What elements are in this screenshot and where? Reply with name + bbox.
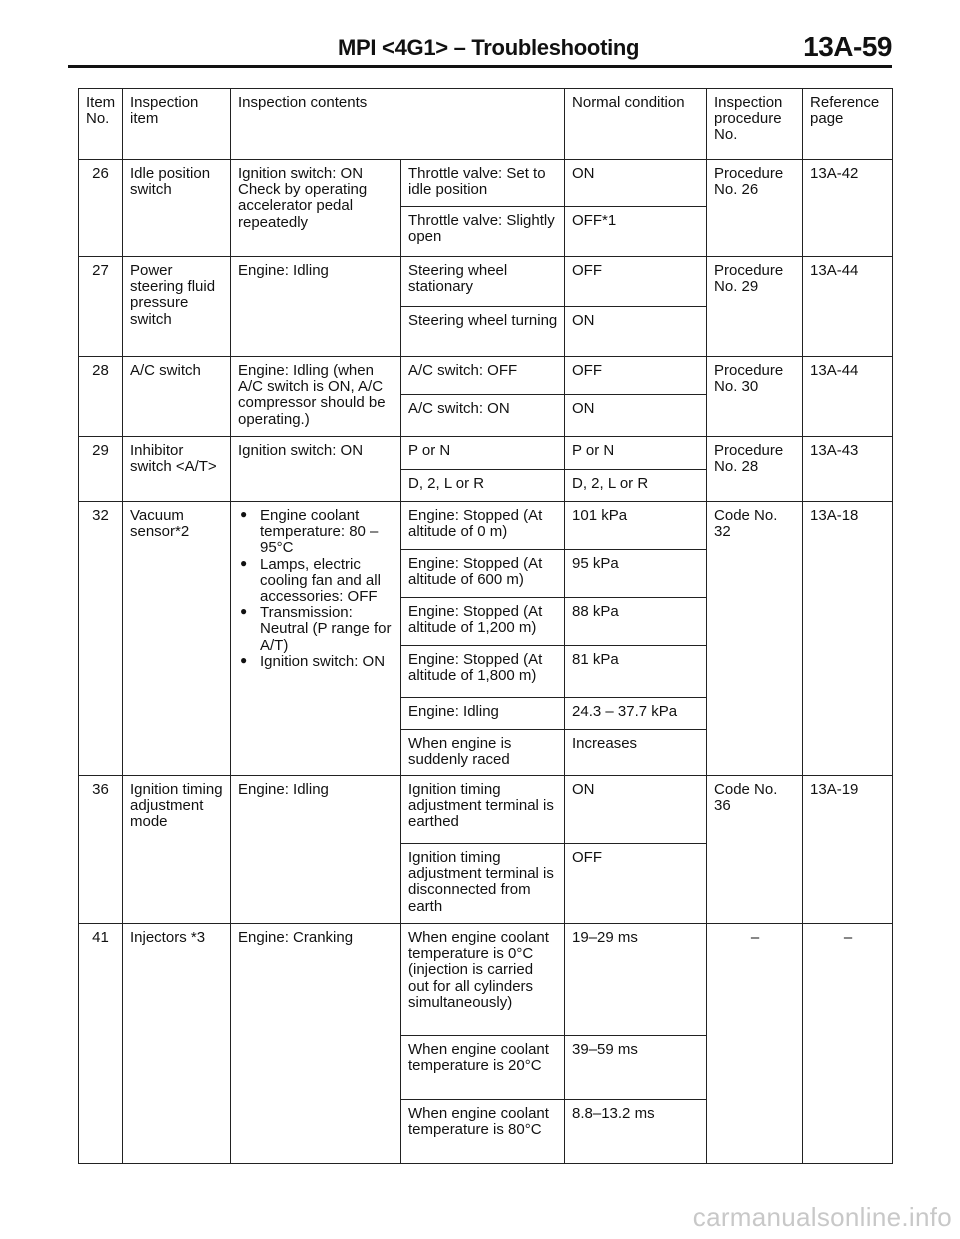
row-normal-condition: 39–59 ms xyxy=(565,1036,707,1100)
table-row xyxy=(79,357,893,395)
header-normal-condition: Normal condition xyxy=(565,89,707,160)
row-inspection-contents: Ignition switch: ON xyxy=(231,437,401,502)
row-inspection-item: Power steering fluid pressure switch xyxy=(123,257,231,357)
row-item-no: 26 xyxy=(79,160,123,257)
table-row xyxy=(79,924,893,1036)
row-item-no: 28 xyxy=(79,357,123,437)
row-sub-condition: Engine: Idling xyxy=(401,698,565,730)
list-item: ● Transmission: Neutral (P range for A/T) xyxy=(238,605,394,654)
row-sub-condition: Engine: Stopped (At altitude of 1,200 m) xyxy=(401,598,565,646)
row-normal-condition: OFF xyxy=(565,257,707,307)
row-inspection-item: Vacuum sensor*2 xyxy=(123,502,231,776)
row-sub-condition: A/C switch: ON xyxy=(401,395,565,437)
row-normal-condition: OFF xyxy=(565,844,707,924)
row-sub-condition: Steering wheel stationary xyxy=(401,257,565,307)
table-row xyxy=(79,437,893,470)
row-normal-condition: 88 kPa xyxy=(565,598,707,646)
row-normal-condition: ON xyxy=(565,395,707,437)
row-reference: 13A-44 xyxy=(803,257,893,357)
row-reference: 13A-18 xyxy=(803,502,893,776)
header-reference-page: Reference page xyxy=(803,89,893,160)
row-sub-condition: Throttle valve: Set to idle position xyxy=(401,160,565,207)
row-inspection-contents: Engine: Idling xyxy=(231,257,401,357)
row-reference: 13A-19 xyxy=(803,776,893,924)
row-sub-condition: P or N xyxy=(401,437,565,470)
row-normal-condition: OFF xyxy=(565,357,707,395)
row-normal-condition: 101 kPa xyxy=(565,502,707,550)
row-inspection-item: Inhibitor switch <A/T> xyxy=(123,437,231,502)
row-item-no: 32 xyxy=(79,502,123,776)
troubleshooting-table xyxy=(78,88,893,1164)
row-procedure: Procedure No. 30 xyxy=(707,357,803,437)
row-sub-condition: When engine coolant temperature is 20°C xyxy=(401,1036,565,1100)
row-sub-condition: A/C switch: OFF xyxy=(401,357,565,395)
row-normal-condition: ON xyxy=(565,776,707,844)
row-inspection-contents xyxy=(231,502,401,776)
row-reference: – xyxy=(803,924,893,1164)
row-sub-condition: Engine: Stopped (At altitude of 600 m) xyxy=(401,550,565,598)
table-row xyxy=(79,776,893,844)
row-normal-condition: 19–29 ms xyxy=(565,924,707,1036)
header-procedure-no: Inspection procedure No. xyxy=(707,89,803,160)
row-normal-condition: 24.3 – 37.7 kPa xyxy=(565,698,707,730)
row-procedure: Procedure No. 26 xyxy=(707,160,803,257)
row-inspection-contents: Engine: Cranking xyxy=(231,924,401,1164)
row-sub-condition: When engine coolant temperature is 80°C xyxy=(401,1100,565,1164)
row-item-no: 36 xyxy=(79,776,123,924)
table-row xyxy=(79,502,893,550)
watermark: carmanualsonline.info xyxy=(692,1201,952,1232)
row-normal-condition: OFF*1 xyxy=(565,207,707,257)
row-inspection-contents: Engine: Idling (when A/C switch is ON, A/C compressor should be operating.) xyxy=(231,357,401,437)
page-number: 13A-59 xyxy=(803,31,892,62)
header-rule xyxy=(68,65,892,68)
row-inspection-item: A/C switch xyxy=(123,357,231,437)
row-normal-condition: D, 2, L or R xyxy=(565,470,707,502)
table-row xyxy=(79,160,893,207)
row-sub-condition: When engine is suddenly raced xyxy=(401,730,565,776)
row-inspection-item: Injectors *3 xyxy=(123,924,231,1164)
header-item-no: Item No. xyxy=(79,89,123,160)
row-inspection-item: Idle position switch xyxy=(123,160,231,257)
list-item: ● Lamps, electric cooling fan and all accessories: OFF xyxy=(238,557,394,606)
row-normal-condition: P or N xyxy=(565,437,707,470)
table-header-row xyxy=(79,89,893,160)
row-normal-condition: 95 kPa xyxy=(565,550,707,598)
table-row xyxy=(79,257,893,307)
row-inspection-contents: Engine: Idling xyxy=(231,776,401,924)
row-sub-condition: Engine: Stopped (At altitude of 0 m) xyxy=(401,502,565,550)
row-normal-condition: ON xyxy=(565,307,707,357)
row-item-no: 41 xyxy=(79,924,123,1164)
row-normal-condition: 81 kPa xyxy=(565,646,707,698)
page-header xyxy=(68,31,892,66)
row-normal-condition: 8.8–13.2 ms xyxy=(565,1100,707,1164)
row-item-no: 29 xyxy=(79,437,123,502)
row-sub-condition: Ignition timing adjustment terminal is earthed xyxy=(401,776,565,844)
row-reference: 13A-43 xyxy=(803,437,893,502)
row-sub-condition: When engine coolant temperature is 0°C (injection is carried out for all cylinders simultaneously) xyxy=(401,924,565,1036)
row-inspection-item: Ignition timing adjustment mode xyxy=(123,776,231,924)
page-title: MPI <4G1> – Troubleshooting xyxy=(338,35,640,60)
row-sub-condition: Ignition timing adjustment terminal is disconnected from earth xyxy=(401,844,565,924)
row-procedure: Procedure No. 29 xyxy=(707,257,803,357)
row-procedure: Code No. 36 xyxy=(707,776,803,924)
row-sub-condition: D, 2, L or R xyxy=(401,470,565,502)
row-reference: 13A-42 xyxy=(803,160,893,257)
row-item-no: 27 xyxy=(79,257,123,357)
conditions-list xyxy=(238,508,394,670)
list-item: ● Ignition switch: ON xyxy=(238,654,394,670)
row-procedure: Procedure No. 28 xyxy=(707,437,803,502)
row-normal-condition: Increases xyxy=(565,730,707,776)
row-procedure: – xyxy=(707,924,803,1164)
header-inspection-item: Inspection item xyxy=(123,89,231,160)
row-sub-condition: Throttle valve: Slightly open xyxy=(401,207,565,257)
row-procedure: Code No. 32 xyxy=(707,502,803,776)
row-inspection-contents: Ignition switch: ON Check by operating accelerator pedal repeatedly xyxy=(231,160,401,257)
troubleshooting-table-wrapper xyxy=(78,88,892,1164)
list-item: ● Engine coolant temperature: 80 – 95°C xyxy=(238,508,394,557)
row-normal-condition: ON xyxy=(565,160,707,207)
row-sub-condition: Engine: Stopped (At altitude of 1,800 m) xyxy=(401,646,565,698)
row-reference: 13A-44 xyxy=(803,357,893,437)
row-sub-condition: Steering wheel turning xyxy=(401,307,565,357)
header-inspection-contents: Inspection contents xyxy=(231,89,565,160)
